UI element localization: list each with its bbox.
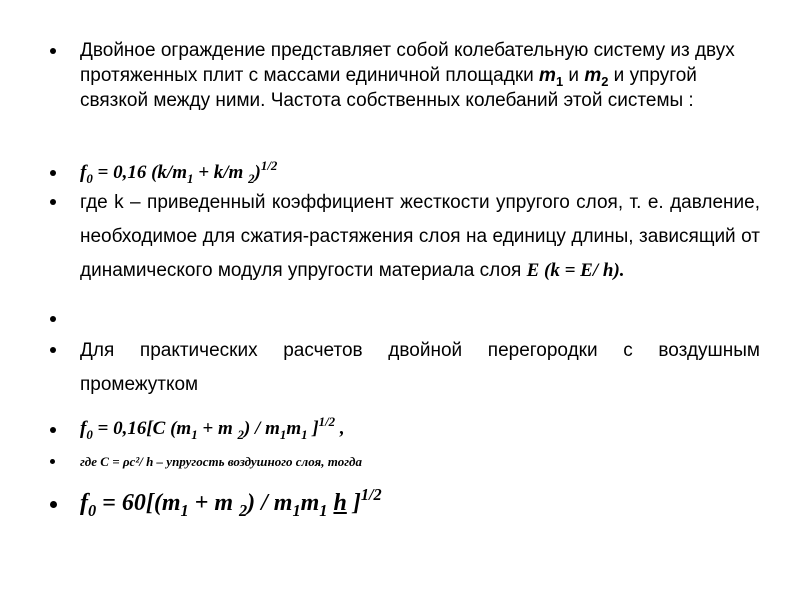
intro-text: Двойное ограждение представляет собой колебательную систему из двух протяженных плит с массами единичной площадки $m_1$ и $m_2$ и упругой связкой между ними. Частота собственных колебаний этой системы : [80, 40, 735, 111]
practical-text: Для практических расчетов двойной перегородки с воздушным промежутком [80, 340, 760, 395]
bullet-dot [50, 199, 56, 205]
formula-1: $f_0 = 0,16$ ($k/m_1 + k/m$ $_2$)$^{1/2}$ [80, 158, 278, 186]
bullet-dot [50, 501, 57, 508]
bullet-dot [50, 347, 56, 353]
bullet-dot [50, 316, 56, 322]
bullet-dot [50, 459, 55, 464]
bullet-dot [50, 427, 56, 433]
bullet-dot [50, 48, 56, 54]
where-c-text: где C = ρc²/ h – упругость воздушного слоя, тогда [80, 454, 362, 469]
formula-3: $f_0 = 60[(m_1 + m$ $_2) / m_1m_1$ h ]$^{1/2}$ [80, 485, 382, 520]
formula-2: $f_0 = 0,16[C$ ($m_1 + m$ $_2) / m_1m_1$ ]$^{1/2}$ , [80, 414, 345, 442]
bullet-dot [50, 170, 56, 176]
where-k-text: где k – приведенный коэффициент жесткости упругого слоя, т. е. давление, необходимое для сжатия-растяжения слоя на единицу длины, зависящий от динамического модуля упругости материала слоя E (k = E/ h). [80, 192, 760, 281]
